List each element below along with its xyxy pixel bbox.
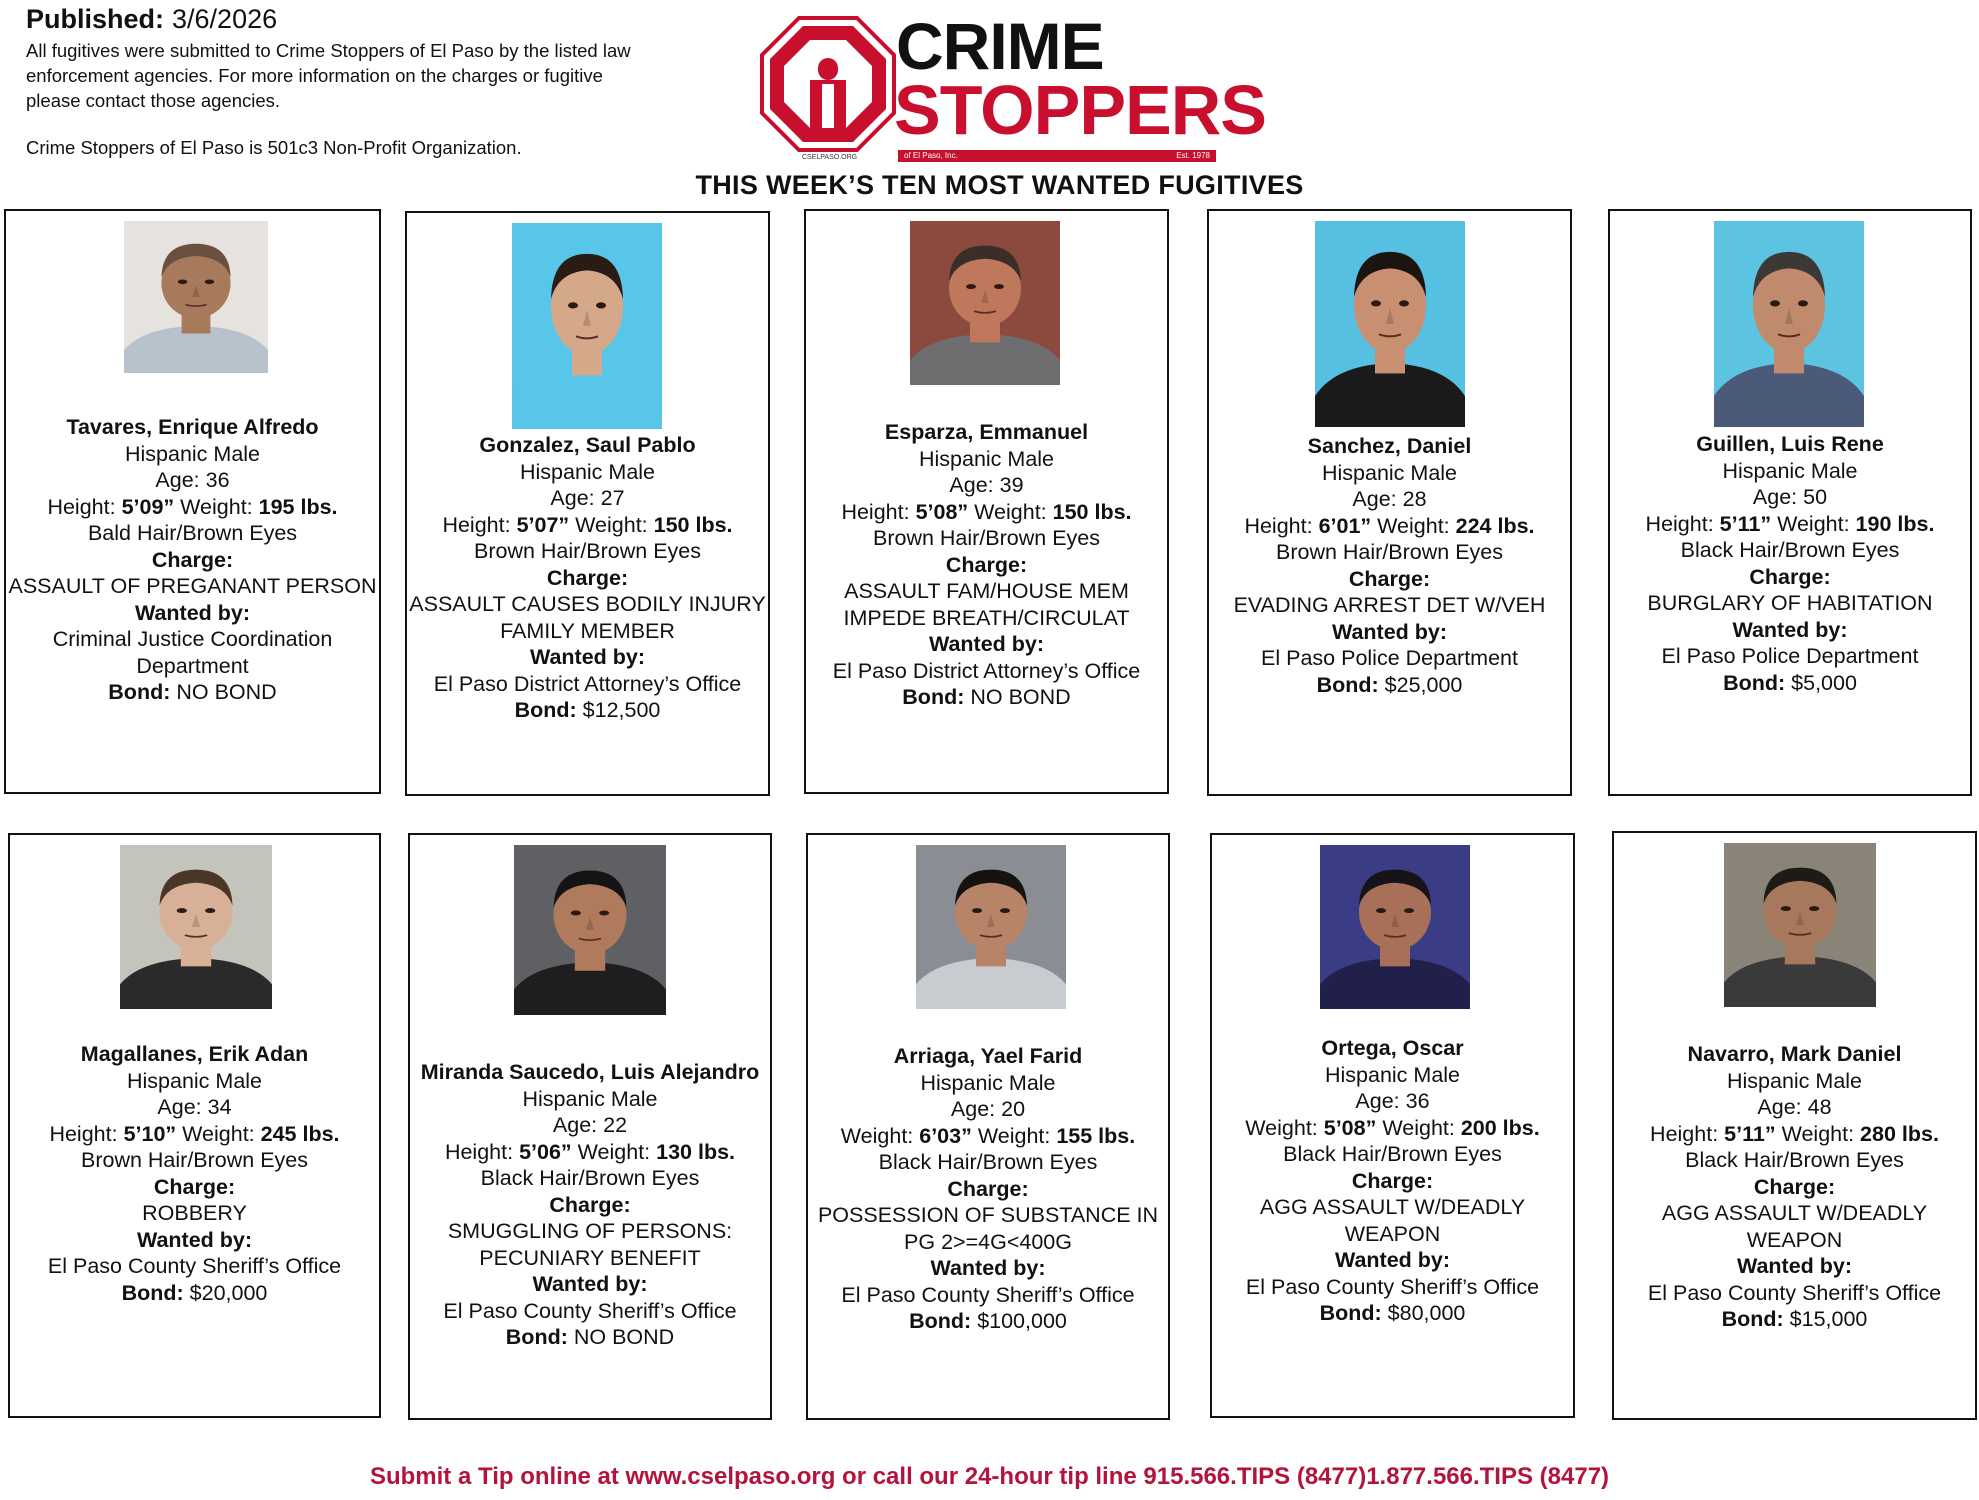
mugshot-photo <box>910 221 1060 385</box>
race-sex: Hispanic Male <box>918 446 1055 471</box>
fugitive-name: Miranda Saucedo, Luis Alejandro <box>420 1060 760 1084</box>
wanted-by-label: Wanted by: <box>1736 1254 1853 1278</box>
height-weight-line <box>407 512 768 539</box>
fugitive-info <box>1610 431 1970 696</box>
age-value: 20 <box>1001 1097 1026 1121</box>
charge-label: Charge: <box>153 1174 236 1199</box>
age-label: Age: <box>155 468 200 492</box>
fugitive-card[interactable] <box>1210 833 1575 1418</box>
age-line <box>1614 1094 1975 1121</box>
wanted-by-label: Wanted by: <box>1334 1248 1451 1272</box>
bond-line <box>1212 1300 1573 1327</box>
bond-value: NO BOND <box>970 685 1071 709</box>
mugshot-photo <box>512 223 662 429</box>
weight-label: Weight: <box>1781 1121 1855 1146</box>
height-label: Height: <box>49 1121 118 1146</box>
bond-label: Bond: <box>505 1325 568 1349</box>
height-value: 5’06” <box>519 1139 572 1164</box>
fugitive-info <box>10 1041 379 1306</box>
height-label: Height: <box>1244 513 1313 538</box>
bond-line <box>10 1280 379 1307</box>
fugitive-info <box>806 419 1167 711</box>
mugshot-photo <box>120 845 272 1009</box>
age-value: 48 <box>1807 1095 1832 1119</box>
age-label: Age: <box>949 473 994 497</box>
hair-eyes: Black Hair/Brown Eyes <box>1680 538 1900 562</box>
height-weight-line <box>10 1121 379 1148</box>
mugshot-photo <box>1724 843 1876 1007</box>
age-label: Age: <box>1757 1095 1802 1119</box>
stop-sign-icon <box>758 14 898 154</box>
hair-eyes: Brown Hair/Brown Eyes <box>872 526 1101 550</box>
height-value: 5’08” <box>915 499 969 524</box>
mugshot-photo <box>1320 845 1470 1009</box>
fugitive-card[interactable] <box>8 833 381 1418</box>
fugitive-card[interactable] <box>1207 209 1572 796</box>
height-value: 5’08” <box>1323 1115 1377 1140</box>
age-value: 39 <box>999 473 1024 497</box>
wanted-by-value: Criminal Justice Coordination Department <box>52 627 333 678</box>
tip-footer[interactable]: Submit a Tip online at www.cselpaso.org or call our 24-hour tip line 915.566.TIPS (8477)1.877.566.TIPS (8477) <box>369 1463 1610 1490</box>
logo-tag-left: of El Paso, Inc. <box>904 151 958 160</box>
fugitive-name: Gonzalez, Saul Pablo <box>479 433 696 457</box>
wanted-by-label: Wanted by: <box>134 600 251 625</box>
fugitive-name: Navarro, Mark Daniel <box>1687 1042 1902 1066</box>
wanted-by-value: El Paso County Sheriff’s Office <box>1647 1280 1942 1305</box>
weight-value: 195 lbs. <box>258 494 338 519</box>
race-sex: Hispanic Male <box>1321 460 1458 485</box>
bond-label: Bond: <box>1316 672 1379 697</box>
bond-value: $25,000 <box>1384 672 1463 697</box>
fugitive-card[interactable] <box>806 833 1170 1420</box>
wanted-by-value: El Paso Police Department <box>1661 644 1919 668</box>
age-line <box>1209 486 1570 513</box>
age-value: 36 <box>205 468 230 492</box>
mugshot-photo <box>1714 221 1864 427</box>
fugitive-info <box>407 432 768 724</box>
charge-label: Charge: <box>1753 1174 1836 1199</box>
logo-tag-right: Est. 1978 <box>1176 151 1210 160</box>
charge-value: ASSAULT FAM/HOUSE MEM IMPEDE BREATH/CIRCULAT <box>843 579 1130 630</box>
fugitive-card[interactable] <box>408 833 772 1420</box>
charge-value: EVADING ARREST DET W/VEH <box>1233 593 1546 617</box>
charge-value: AGG ASSAULT W/DEADLY WEAPON <box>1259 1195 1526 1246</box>
height-weight-line <box>1614 1121 1975 1148</box>
wanted-by-value: El Paso District Attorney’s Office <box>832 658 1141 683</box>
age-label: Age: <box>1352 487 1397 511</box>
bond-value: NO BOND <box>176 680 277 704</box>
bond-value: NO BOND <box>573 1325 675 1349</box>
weight-label: Weight: <box>577 1139 651 1164</box>
height-weight-line <box>1212 1115 1573 1142</box>
wanted-by-label: Wanted by: <box>532 1272 648 1296</box>
height-weight-line <box>806 499 1167 526</box>
age-label: Age: <box>550 486 595 510</box>
mugshot-photo <box>1315 221 1465 427</box>
bond-line <box>1610 670 1970 697</box>
hair-eyes: Black Hair/Brown Eyes <box>1283 1142 1502 1166</box>
weight-label: Weight: <box>974 499 1047 524</box>
weight-value: 245 lbs. <box>260 1121 340 1146</box>
race-sex: Hispanic Male <box>920 1070 1056 1095</box>
age-line <box>6 467 379 494</box>
hair-eyes: Brown Hair/Brown Eyes <box>80 1148 309 1172</box>
age-label: Age: <box>950 1097 996 1121</box>
height-weight-line <box>808 1123 1168 1150</box>
charge-label: Charge: <box>549 1192 631 1217</box>
bond-line <box>410 1324 770 1351</box>
height-value: 5’11” <box>1724 1121 1776 1146</box>
charge-value: AGG ASSAULT W/DEADLY WEAPON <box>1661 1201 1928 1252</box>
height-value: 5’09” <box>121 494 175 519</box>
wanted-by-value: El Paso County Sheriff’s Office <box>841 1282 1135 1307</box>
age-label: Age: <box>552 1113 598 1137</box>
age-value: 28 <box>1402 487 1427 511</box>
race-sex: Hispanic Male <box>1726 1068 1863 1093</box>
mugshot-photo <box>916 845 1066 1009</box>
bond-value: $20,000 <box>189 1280 268 1305</box>
weight-label: Weight: <box>575 512 648 537</box>
race-sex: Hispanic Male <box>519 459 656 484</box>
logo-word-stoppers: STOPPERS <box>894 71 1266 149</box>
fugitive-name: Tavares, Enrique Alfredo <box>66 415 319 439</box>
hair-eyes: Black Hair/Brown Eyes <box>1685 1148 1904 1172</box>
fugitive-card[interactable] <box>1608 209 1972 796</box>
bond-label: Bond: <box>1723 670 1786 695</box>
logo-tagline <box>898 150 1216 162</box>
height-label: Height: <box>841 499 910 524</box>
age-line <box>808 1096 1168 1123</box>
fugitive-info <box>6 414 379 706</box>
fugitive-info <box>808 1043 1168 1335</box>
height-label: Height: <box>442 512 511 537</box>
hair-eyes: Brown Hair/Brown Eyes <box>473 539 702 563</box>
bond-value: $80,000 <box>1387 1301 1466 1325</box>
wanted-by-label: Wanted by: <box>136 1227 253 1252</box>
age-label: Age: <box>1752 485 1798 509</box>
bond-line <box>6 679 379 706</box>
weight-label: Weight: <box>182 1121 255 1146</box>
wanted-by-value: El Paso District Attorney’s Office <box>433 671 742 696</box>
age-label: Age: <box>157 1095 202 1119</box>
charge-value: POSSESSION OF SUBSTANCE IN PG 2>=4G<400G <box>817 1203 1159 1254</box>
bond-label: Bond: <box>121 1280 184 1305</box>
bond-label: Bond: <box>1721 1307 1784 1331</box>
fugitive-name: Sanchez, Daniel <box>1307 434 1472 458</box>
height-value: 6’01” <box>1318 513 1372 538</box>
age-line <box>410 1112 770 1139</box>
hair-eyes: Brown Hair/Brown Eyes <box>1275 540 1504 564</box>
age-value: 50 <box>1803 485 1828 509</box>
weight-value: 130 lbs. <box>656 1139 736 1164</box>
age-line <box>10 1094 379 1121</box>
race-sex: Hispanic Male <box>1722 458 1858 483</box>
fugitive-name: Esparza, Emmanuel <box>884 420 1089 444</box>
wanted-by-label: Wanted by: <box>529 645 646 669</box>
hair-eyes: Black Hair/Brown Eyes <box>480 1166 700 1190</box>
published-date: 3/6/2026 <box>172 4 278 34</box>
bond-label: Bond: <box>909 1309 972 1333</box>
charge-label: Charge: <box>1351 1168 1434 1193</box>
height-value: 5’07” <box>516 512 570 537</box>
weight-label: Weight: <box>1377 513 1450 538</box>
age-value: 27 <box>600 486 625 510</box>
wanted-by-label: Wanted by: <box>930 1256 1046 1280</box>
hair-eyes: Bald Hair/Brown Eyes <box>87 521 298 545</box>
wanted-by-value: El Paso County Sheriff’s Office <box>47 1254 342 1278</box>
charge-label: Charge: <box>151 547 234 572</box>
bond-label: Bond: <box>902 685 965 709</box>
charge-value: BURGLARY OF HABITATION <box>1647 591 1933 615</box>
charge-label: Charge: <box>1749 564 1831 589</box>
mugshot-photo <box>124 221 268 373</box>
weight-label: Weight: <box>1382 1115 1455 1140</box>
height-label: Height: <box>1645 511 1714 536</box>
bond-label: Bond: <box>514 698 577 722</box>
wanted-by-value: El Paso County Sheriff’s Office <box>1245 1274 1540 1299</box>
fugitive-card[interactable] <box>405 211 770 796</box>
fugitive-name: Guillen, Luis Rene <box>1696 432 1884 456</box>
charge-label: Charge: <box>546 565 629 590</box>
logo-word-crime: CRIME <box>896 9 1104 83</box>
charge-label: Charge: <box>947 1176 1029 1201</box>
age-line <box>1212 1088 1573 1115</box>
age-line <box>806 472 1167 499</box>
fugitive-card[interactable] <box>804 209 1169 794</box>
fugitive-name: Ortega, Oscar <box>1321 1036 1464 1060</box>
fugitive-card[interactable] <box>4 209 381 794</box>
weight-value: 155 lbs. <box>1056 1123 1136 1148</box>
header-left <box>26 4 646 160</box>
bond-line <box>808 1308 1168 1335</box>
weight-label: Weight: <box>1777 511 1850 536</box>
charge-value: ROBBERY <box>142 1201 247 1225</box>
wanted-by-label: Wanted by: <box>1732 617 1848 642</box>
height-value: 6’03” <box>919 1123 972 1148</box>
age-line <box>407 485 768 512</box>
height-label: Weight: <box>840 1123 914 1148</box>
fugitive-info <box>1212 1035 1573 1327</box>
charge-value: ASSAULT CAUSES BODILY INJURY FAMILY MEMBER <box>409 592 766 643</box>
wanted-by-value: El Paso Police Department <box>1261 646 1518 670</box>
charge-label: Charge: <box>945 552 1028 577</box>
page-title: THIS WEEK’S TEN MOST WANTED FUGITIVES <box>695 170 1304 200</box>
logo-url: CSELPASO.ORG <box>802 154 858 161</box>
height-label: Height: <box>1650 1121 1719 1146</box>
bond-label: Bond: <box>108 680 171 704</box>
mugshot-photo <box>514 845 666 1015</box>
bond-value: $12,500 <box>582 698 661 722</box>
height-weight-line <box>1209 513 1570 540</box>
weight-label: Weight: <box>977 1123 1051 1148</box>
height-label: Height: <box>444 1139 514 1164</box>
fugitive-name: Magallanes, Erik Adan <box>80 1042 309 1066</box>
height-weight-line <box>1610 511 1970 538</box>
wanted-by-label: Wanted by: <box>928 632 1045 656</box>
nonprofit-note: Crime Stoppers of El Paso is 501c3 Non-Profit Organization. <box>26 137 522 158</box>
bond-line <box>407 697 768 724</box>
weight-value: 280 lbs. <box>1860 1121 1939 1146</box>
charge-label: Charge: <box>1348 566 1431 591</box>
fugitive-info <box>1614 1041 1975 1333</box>
weight-label: Weight: <box>180 494 253 519</box>
age-value: 22 <box>603 1113 628 1137</box>
hair-eyes: Black Hair/Brown Eyes <box>878 1150 1098 1174</box>
fugitive-info <box>410 1059 770 1351</box>
height-value: 5’11” <box>1719 511 1772 536</box>
wanted-by-value: El Paso County Sheriff’s Office <box>443 1298 737 1323</box>
age-value: 36 <box>1405 1089 1430 1113</box>
fugitive-name: Arriaga, Yael Farid <box>893 1044 1083 1068</box>
charge-value: SMUGGLING OF PERSONS: PECUNIARY BENEFIT <box>447 1219 733 1270</box>
weight-value: 200 lbs. <box>1460 1115 1540 1140</box>
age-label: Age: <box>1355 1089 1400 1113</box>
crime-stoppers-logo <box>758 9 1266 161</box>
fugitive-card[interactable] <box>1612 831 1977 1420</box>
race-sex: Hispanic Male <box>522 1086 658 1111</box>
race-sex: Hispanic Male <box>124 441 261 466</box>
height-label: Weight: <box>1245 1115 1318 1140</box>
charge-value: ASSAULT OF PREGANANT PERSON <box>8 574 377 598</box>
weight-value: 150 lbs. <box>1052 499 1132 524</box>
disclaimer: All fugitives were submitted to Crime Stoppers of El Paso by the listed law enforcement agencies. For more information on the charges or fugitive please contact those agencies. <box>26 40 631 111</box>
bond-value: $15,000 <box>1789 1307 1868 1331</box>
race-sex: Hispanic Male <box>126 1068 263 1093</box>
age-value: 34 <box>207 1095 232 1119</box>
height-value: 5’10” <box>123 1121 177 1146</box>
bond-line <box>806 684 1167 711</box>
bond-line <box>1614 1306 1975 1333</box>
bond-line <box>1209 672 1570 699</box>
published-label: Published: <box>26 4 165 34</box>
race-sex: Hispanic Male <box>1324 1062 1461 1087</box>
weight-value: 224 lbs. <box>1455 513 1535 538</box>
weight-value: 150 lbs. <box>653 512 733 537</box>
bond-value: $100,000 <box>977 1309 1067 1333</box>
wanted-by-label: Wanted by: <box>1331 619 1448 644</box>
height-weight-line <box>6 494 379 521</box>
height-weight-line <box>410 1139 770 1166</box>
fugitive-info <box>1209 433 1570 698</box>
bond-label: Bond: <box>1319 1301 1382 1325</box>
bond-value: $5,000 <box>1791 670 1857 695</box>
published <box>26 4 646 34</box>
weight-value: 190 lbs. <box>1855 511 1935 536</box>
age-line <box>1610 484 1970 511</box>
height-label: Height: <box>47 494 116 519</box>
